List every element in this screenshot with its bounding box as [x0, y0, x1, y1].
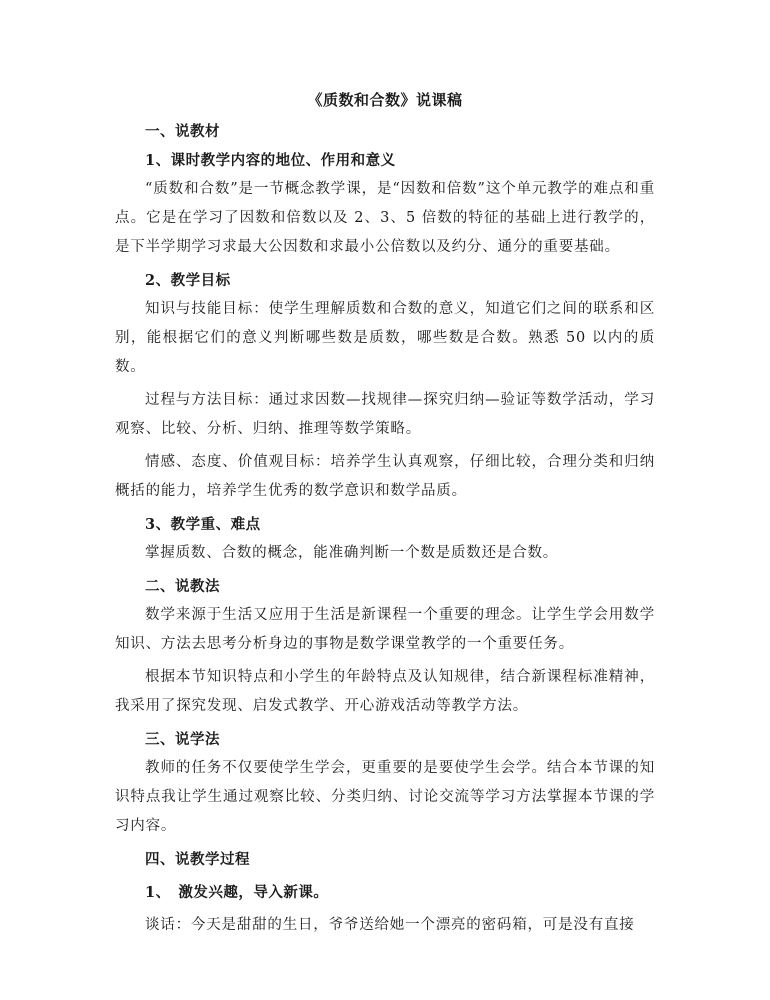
paragraph: 过程与方法目标：通过求因数—找规律—探究归纳—验证等数学活动，学习观察、比较、分析、归纳、推理等数学策略。 — [115, 392, 655, 437]
paragraph: 教师的任务不仅要使学生学会，更重要的是要使学生会学。结合本节课的知识特点我让学生通过观察比较、分类归纳、讨论交流等学习方法掌握本节课的学习内容。 — [115, 760, 655, 834]
section-heading: 二、说教法 — [145, 578, 220, 595]
subsection-heading: 1、 激发兴趣，导入新课。 — [145, 884, 329, 901]
paragraph: 知识与技能目标：使学生理解质数和合数的意义，知道它们之间的联系和区别，能根据它们的意义判断哪些数是质数，哪些数是合数。熟悉 50 以内的质数。 — [115, 301, 655, 375]
subsection-heading: 2、教学目标 — [145, 272, 231, 289]
paragraph: 数学来源于生活又应用于生活是新课程一个重要的理念。让学生学会用数学知识、方法去思考分析身边的事物是数学课堂教学的一个重要任务。 — [115, 607, 655, 652]
section-heading: 三、说学法 — [145, 731, 220, 748]
document-title: 《质数和合数》说课稿 — [307, 91, 463, 109]
paragraph: 情感、态度、价值观目标：培养学生认真观察，仔细比较，合理分类和归纳概括的能力，培养学生优秀的数学意识和数学品质。 — [115, 454, 655, 499]
subsection-heading: 3、教学重、难点 — [145, 516, 261, 533]
document-body — [115, 88, 655, 940]
section-heading: 四、说教学过程 — [145, 851, 250, 868]
paragraph: “质数和合数”是一节概念教学课，是“因数和倍数”这个单元教学的难点和重点。它是在学习了因数和倍数以及 2、3、5 倍数的特征的基础上进行教学的，是下半学期学习求最大公因数和求最小公倍数以及约分、通分的重要基础。 — [115, 181, 655, 255]
paragraph: 掌握质数、合数的概念，能准确判断一个数是质数还是合数。 — [145, 545, 559, 561]
section-heading: 一、说教材 — [145, 123, 220, 140]
paragraph: 根据本节知识特点和小学生的年龄特点及认知规律，结合新课程标准精神，我采用了探究发现、启发式教学、开心游戏活动等教学方法。 — [115, 669, 655, 714]
paragraph: 谈话：今天是甜甜的生日，爷爷送给她一个漂亮的密码箱，可是没有直接 — [145, 917, 635, 933]
subsection-heading: 1、课时教学内容的地位、作用和意义 — [145, 152, 396, 169]
